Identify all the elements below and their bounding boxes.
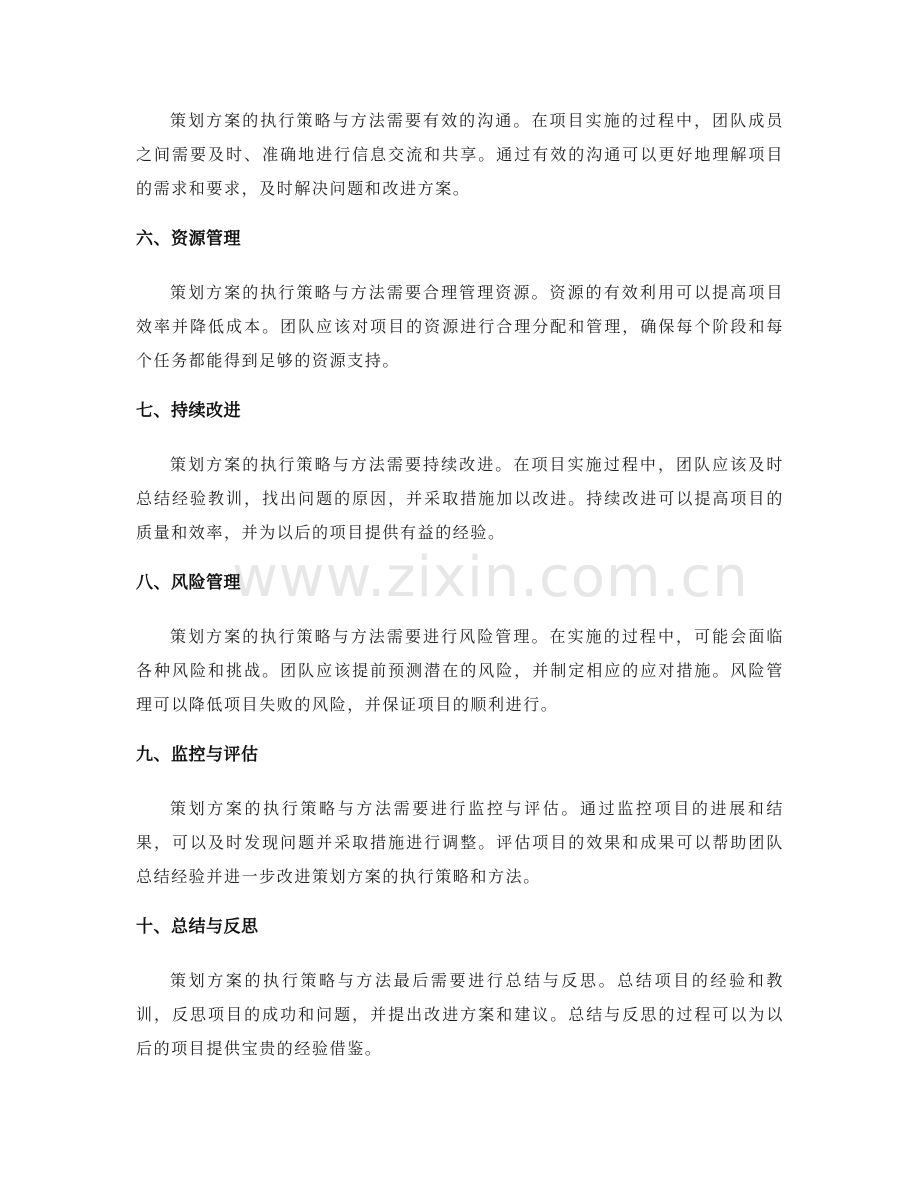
section-risk-management — [136, 569, 784, 722]
section-paragraph: 策划方案的执行策略与方法需要持续改进。在项目实施过程中，团队应该及时总结经验教训，找出问题的原因，并采取措施加以改进。持续改进可以提高项目的质量和效率，并为以后的项目提供有益的经验。 — [136, 455, 784, 542]
document-page — [136, 104, 784, 1066]
section-monitoring-evaluation — [136, 741, 784, 894]
section-heading: 九、监控与评估 — [136, 745, 259, 765]
section-paragraph: 策划方案的执行策略与方法需要进行监控与评估。通过监控项目的进展和结果，可以及时发现问题并采取措施进行调整。评估项目的效果和成果可以帮助团队总结经验并进一步改进策划方案的执行策略和方法。 — [136, 799, 784, 886]
section-paragraph: 策划方案的执行策略与方法最后需要进行总结与反思。总结项目的经验和教训，反思项目的成功和问题，并提出改进方案和建议。总结与反思的过程可以为以后的项目提供宝贵的经验借鉴。 — [136, 971, 784, 1058]
intro-paragraph: 策划方案的执行策略与方法需要有效的沟通。在项目实施的过程中，团队成员之间需要及时、准确地进行信息交流和共享。通过有效的沟通可以更好地理解项目的需求和要求，及时解决问题和改进方案。 — [136, 111, 784, 198]
section-heading: 六、资源管理 — [136, 229, 241, 249]
section-paragraph: 策划方案的执行策略与方法需要合理管理资源。资源的有效利用可以提高项目效率并降低成本。团队应该对项目的资源进行合理分配和管理，确保每个阶段和每个任务都能得到足够的资源支持。 — [136, 283, 784, 370]
section-paragraph: 策划方案的执行策略与方法需要进行风险管理。在实施的过程中，可能会面临各种风险和挑战。团队应该提前预测潜在的风险，并制定相应的应对措施。风险管理可以降低项目失败的风险，并保证项目的顺利进行。 — [136, 627, 784, 714]
section-summary-reflection — [136, 913, 784, 1066]
section-resource-management — [136, 225, 784, 378]
watermark-text: www.zixin.com.cn — [232, 545, 749, 610]
section-heading: 七、持续改进 — [136, 401, 241, 421]
section-heading: 十、总结与反思 — [136, 917, 259, 937]
section-heading: 八、风险管理 — [136, 573, 241, 593]
section-continuous-improvement — [136, 397, 784, 550]
